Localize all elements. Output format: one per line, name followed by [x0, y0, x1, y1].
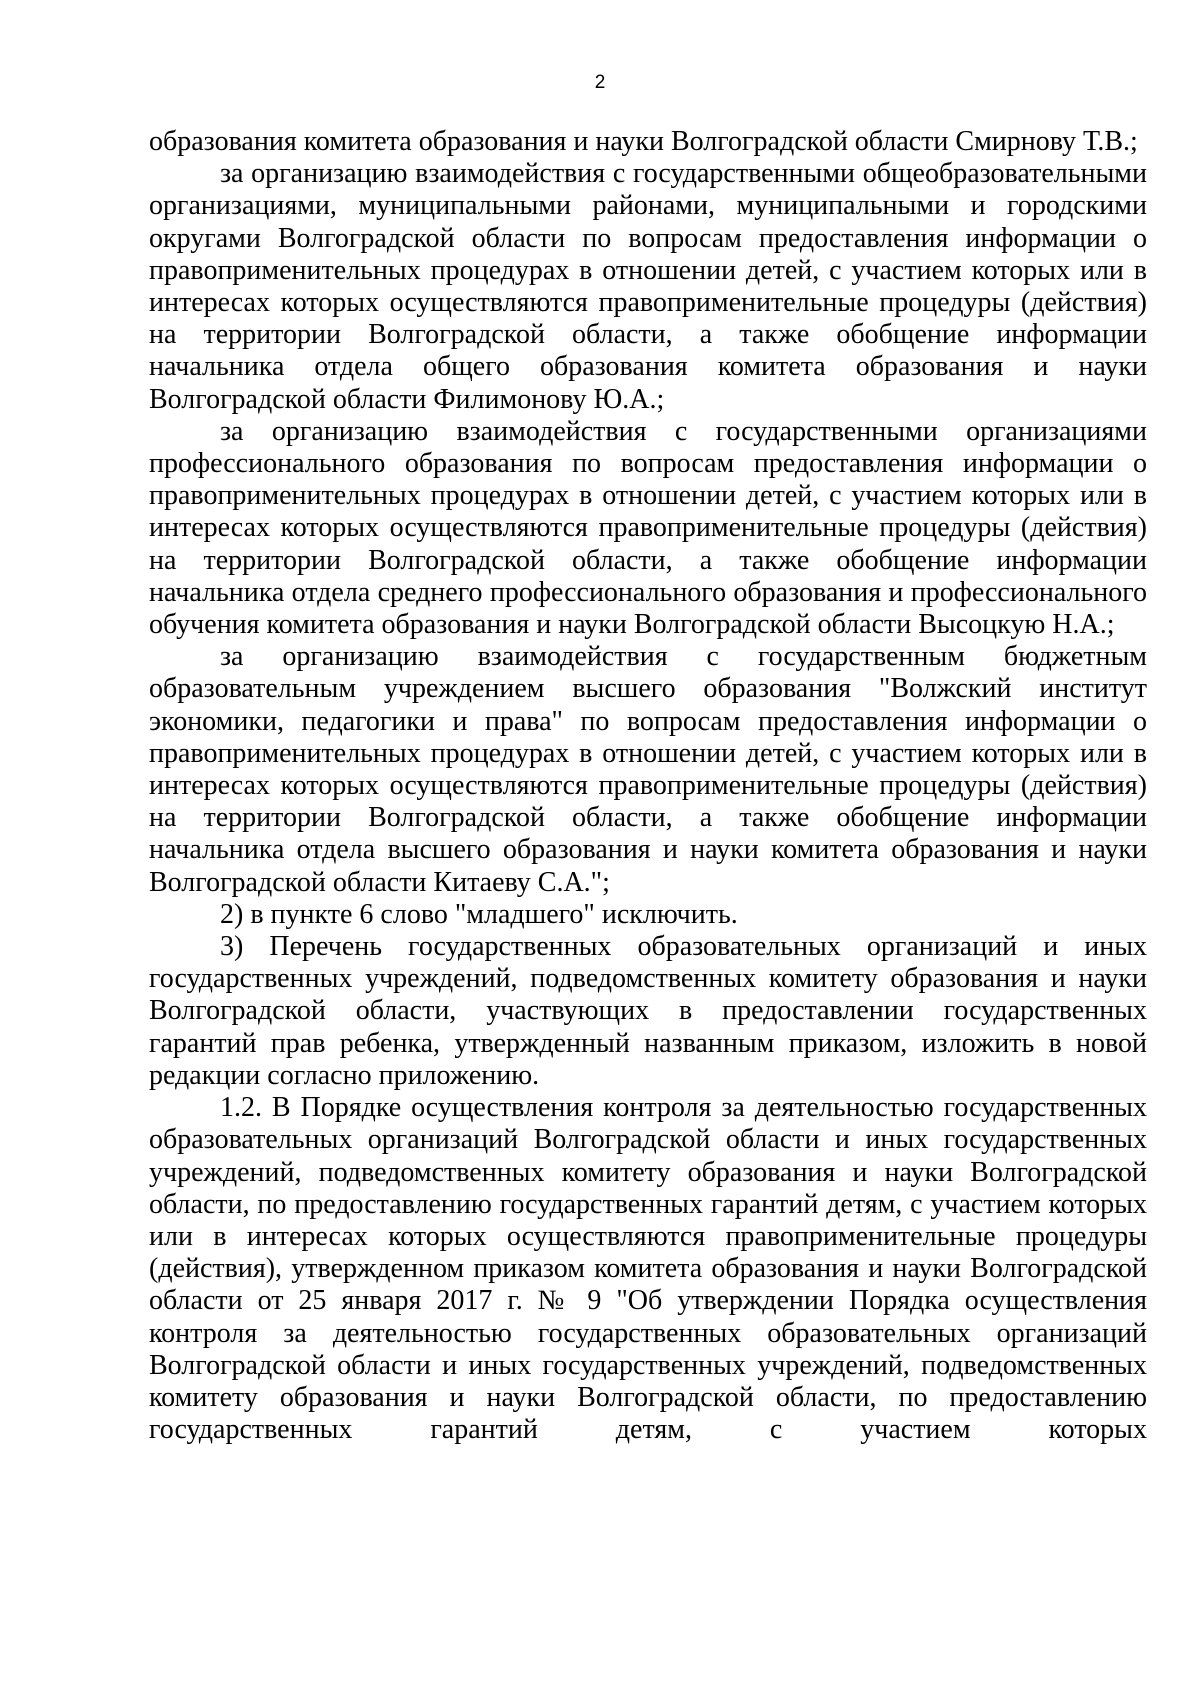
paragraph-continuation: образования комитета образования и науки Волгоградской области Смирнову Т.В.;: [149, 126, 1138, 157]
page-number: 2: [594, 72, 606, 93]
paragraph-item-3: 3) Перечень государственных образовательных организаций и иных государственных учреждений, подведомственных комитету образования и науки Волгоградской области, участвующих в предоставлении государственных гарантий прав ребенка, утвержденный названным приказом, изложить в новой редакции согласно приложению.: [149, 931, 1147, 1091]
paragraph-section-1-2: 1.2. В Порядке осуществления контроля за деятельностью государственных образовательных организаций Волгоградской области и иных государственных учреждений, подведомственных комитету образования и науки Волгоградской области, по предоставлению государственных гарантий детям, с участием которых или в интересах которых осуществляются правоприменительные процедуры (действия), утвержденном приказом комитета образования и науки Волгоградской области от 25 января 2017 г. № 9 "Об утверждении Порядка осуществления контроля за деятельностью государственных образовательных организаций Волгоградской области и иных государственных учреждений, подведомственных комитету образования и науки Волгоградской области, по предоставлению государственных гарантий детям, с участием которых: [149, 1092, 1147, 1446]
paragraph-higher-education: за организацию взаимодействия с государственным бюджетным образовательным учреждением высшего образования "Волжский институт экономики, педагогики и права" по вопросам предоставления информации о правоприменительных процедурах в отношении детей, с участием которых или в интересах которых осуществляются правоприменительные процедуры (действия) на территории Волгоградской области, а также обобщение информации начальника отдела высшего образования и науки комитета образования и науки Волгоградской области Китаеву С.А.";: [149, 641, 1147, 898]
paragraph-vocational-education: за организацию взаимодействия с государственными организациями профессионального образования по вопросам предоставления информации о правоприменительных процедурах в отношении детей, с участием которых или в интересах которых осуществляются правоприменительные процедуры (действия) на территории Волгоградской области, а также обобщение информации начальника отдела среднего профессионального образования и профессионального обучения комитета образования и науки Волгоградской области Высоцкую Н.А.;: [149, 415, 1147, 641]
paragraph-item-2: 2) в пункте 6 слово "младшего" исключить.: [220, 898, 738, 930]
document-body: [149, 126, 1147, 1446]
paragraph-general-education: за организацию взаимодействия с государственными общеобразовательными организациями, муниципальными районами, муниципальными и городскими округами Волгоградской области по вопросам предоставления информации о правоприменительных процедурах в отношении детей, с участием которых или в интересах которых осуществляются правоприменительные процедуры (действия) на территории Волгоградской области, а также обобщение информации начальника отдела общего образования комитета образования и науки Волгоградской области Филимонову Ю.А.;: [149, 158, 1147, 415]
